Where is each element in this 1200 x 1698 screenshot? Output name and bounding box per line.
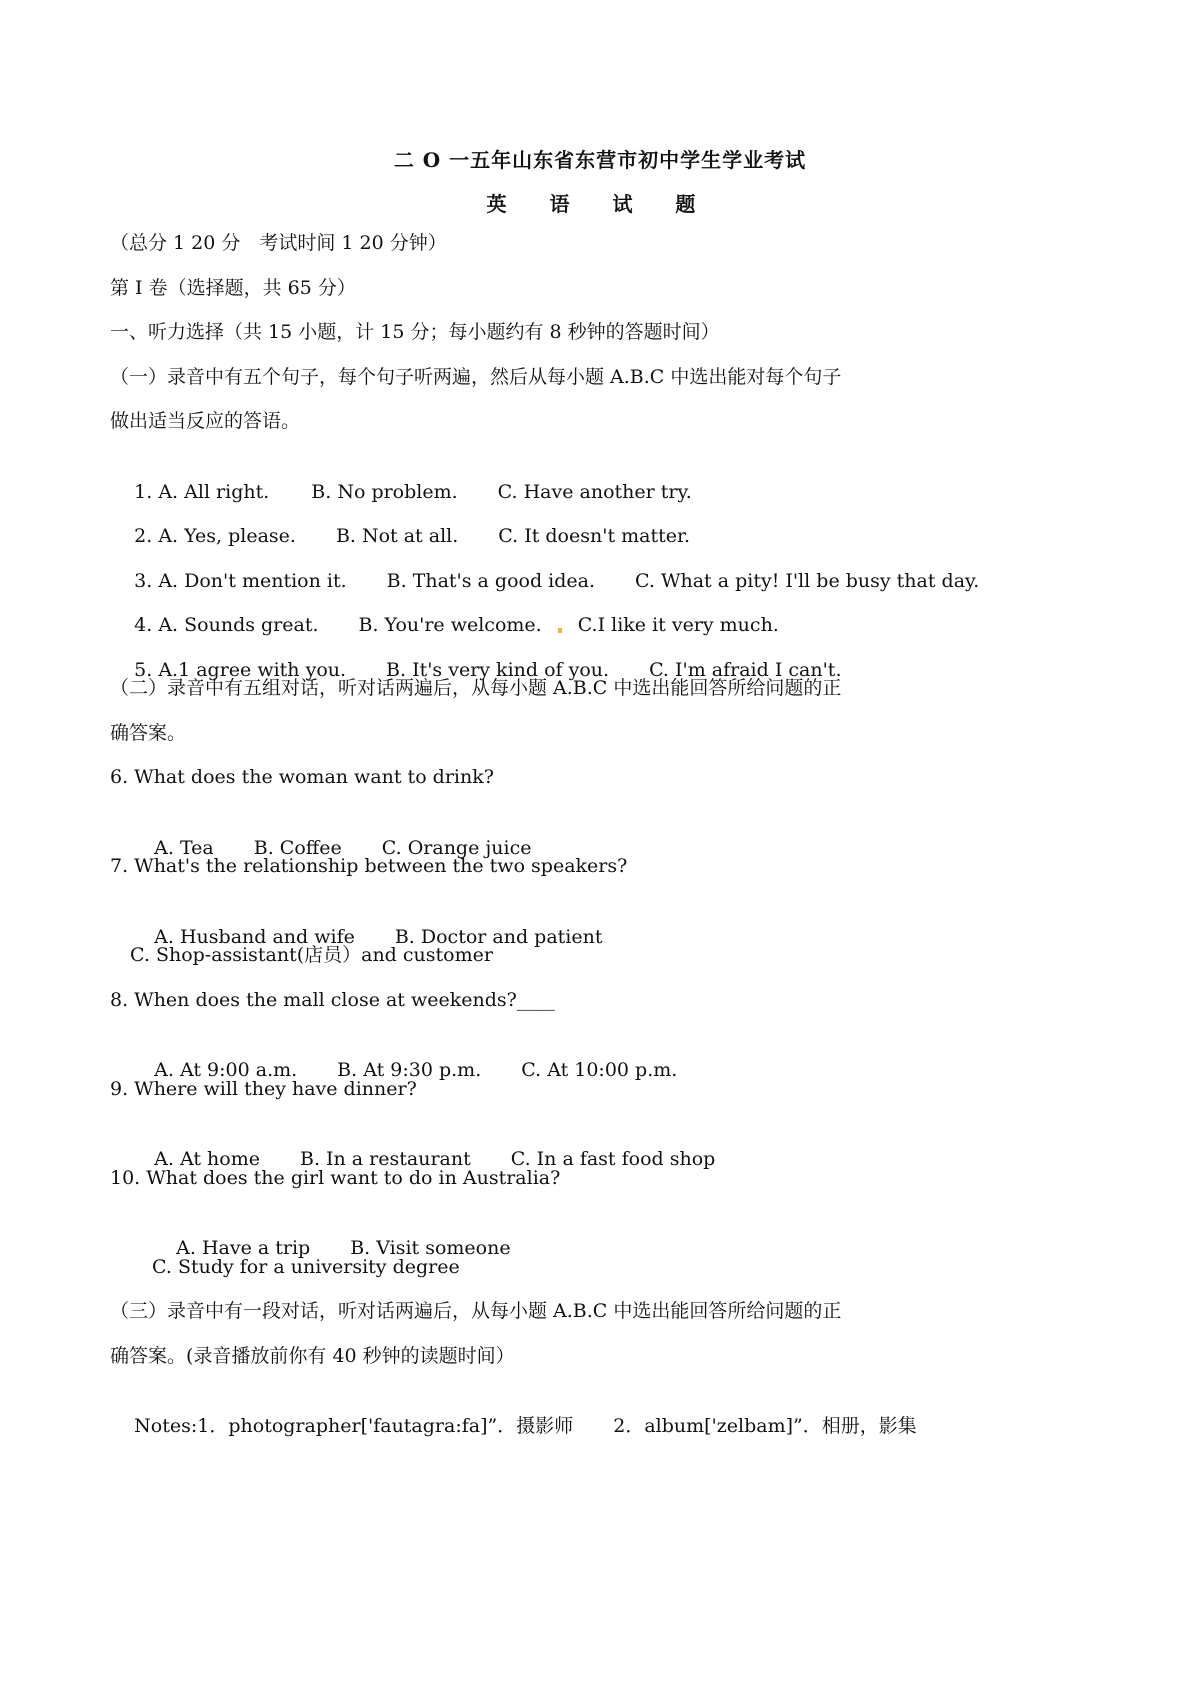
q2-option-b: B. Not at all. <box>335 525 459 547</box>
q7-option-b: B. Doctor and patient <box>394 926 603 948</box>
question-6-stem: 6. What does the woman want to drink? <box>110 766 494 788</box>
q1-option-c: C. Have another try. <box>497 481 692 503</box>
question-8-stem: 8. When does the mall close at weekends?____ <box>110 989 555 1011</box>
subsection-two-instructions-line1: （二）录音中有五组对话，听对话两遍后，从每小题 A.B.C 中选出能回答所给问题的正 <box>110 677 842 699</box>
q2-option-a: 2. A. Yes, please. <box>134 525 296 547</box>
subsection-three-instructions-line1: （三）录音中有一段对话，听对话两遍后，从每小题 A.B.C 中选出能回答所给问题的正 <box>110 1300 842 1322</box>
q10-option-a: A. Have a trip <box>176 1237 311 1259</box>
note-2: 2．album['zelbam]”．相册，影集 <box>613 1415 917 1437</box>
note-1: Notes:1．photographer['fautagra:fa]”．摄影师 <box>134 1415 574 1437</box>
q10-option-c: C. Study for a university degree <box>152 1256 460 1278</box>
q5-option-c: C. I'm afraid I can't. <box>649 659 842 681</box>
q7-option-c: C. Shop-assistant(店员）and customer <box>130 944 493 966</box>
q6-option-c: C. Orange juice <box>381 837 532 859</box>
q3-option-c: C. What a pity! I'll be busy that day. <box>635 570 980 592</box>
q3-option-b: B. That's a good idea. <box>386 570 596 592</box>
score-time-note: （总分 1 20 分 考试时间 1 20 分钟） <box>110 232 447 254</box>
q8-option-c: C. At 10:00 p.m. <box>521 1059 678 1081</box>
question-9-stem: 9. Where will they have dinner? <box>110 1078 417 1100</box>
subsection-one-instructions-line1: （一）录音中有五个句子，每个句子听两遍，然后从每小题 A.B.C 中选出能对每个句子 <box>110 366 842 388</box>
q6-option-b: B. Coffee <box>253 837 342 859</box>
question-7-stem: 7. What's the relationship between the two speakers? <box>110 855 628 877</box>
subsection-two-instructions-line2: 确答案。 <box>110 722 187 744</box>
q8-option-b: B. At 9:30 p.m. <box>337 1059 482 1081</box>
q10-option-b: B. Visit someone <box>350 1237 511 1259</box>
section-one-heading: 一、听力选择（共 15 小题，计 15 分；每小题约有 8 秒钟的答题时间） <box>110 321 720 343</box>
q4-option-a: 4. A. Sounds great. <box>134 614 319 636</box>
q7-option-a: A. Husband and wife <box>154 926 355 948</box>
q8-option-a: A. At 9:00 a.m. <box>154 1059 298 1081</box>
q5-option-a: 5. A.1 agree with you. <box>134 659 347 681</box>
q1-option-b: B. No problem. <box>311 481 458 503</box>
subsection-one-instructions-line2: 做出适当反应的答语。 <box>110 410 301 432</box>
part-one-heading: 第 I 卷（选择题，共 65 分） <box>110 277 356 299</box>
q2-option-c: C. It doesn't matter. <box>498 525 691 547</box>
q9-option-b: B. In a restaurant <box>299 1148 471 1170</box>
vocabulary-notes <box>110 1387 917 1465</box>
q4-option-c: C.I like it very much. <box>577 614 779 636</box>
q4-option-b: B. You're welcome. <box>358 614 542 636</box>
q6-option-a: A. Tea <box>154 837 214 859</box>
q5-option-b: B. It's very kind of you. <box>386 659 610 681</box>
q9-option-a: A. At home <box>154 1148 260 1170</box>
q9-option-c: C. In a fast food shop <box>510 1148 716 1170</box>
exam-subtitle: 英 语 试 题 <box>486 192 714 216</box>
q3-option-a: 3. A. Don't mention it. <box>134 570 347 592</box>
q1-option-a: 1. A. All right. <box>134 481 270 503</box>
exam-title: 二 O 一五年山东省东营市初中学生学业考试 <box>393 148 807 172</box>
question-10-stem: 10. What does the girl want to do in Australia? <box>110 1167 561 1189</box>
subsection-three-instructions-line2: 确答案。(录音播放前你有 40 秒钟的读题时间） <box>110 1345 515 1367</box>
